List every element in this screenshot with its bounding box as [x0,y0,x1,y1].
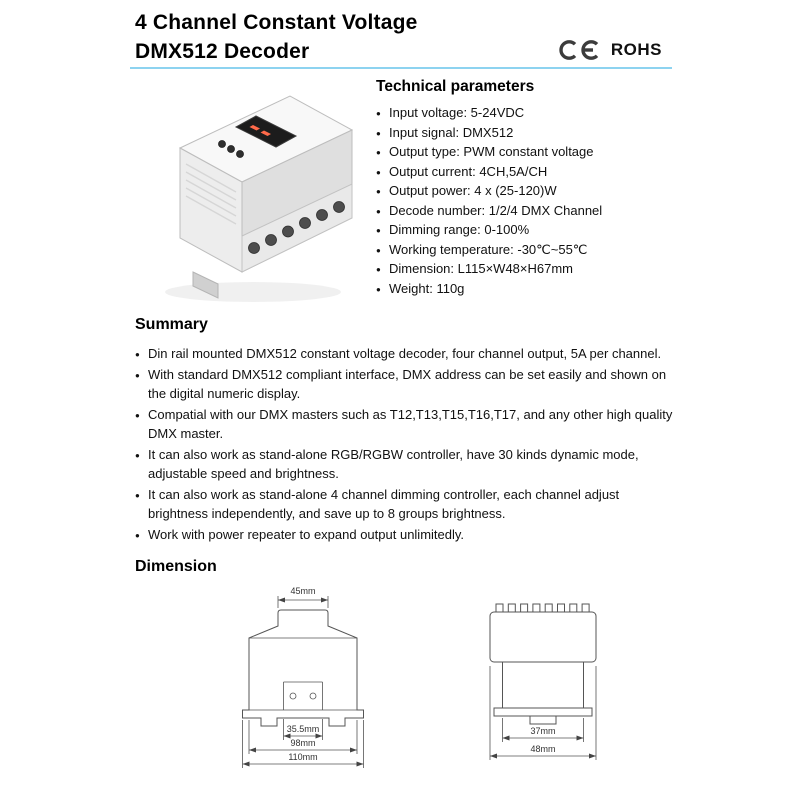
summary-item: ● Work with power repeater to expand output unlimitedly. [135,525,680,544]
tech-item: ● Output type: PWM constant voltage [376,142,676,162]
tech-item: ● Output power: 4 x (25-120)W [376,181,676,201]
tech-item: ● Output current: 4CH,5A/CH [376,162,676,182]
tech-heading: Technical parameters [376,78,535,95]
page-title-line1: 4 Channel Constant Voltage [135,11,418,34]
dim-label-depth: 48mm [530,744,556,754]
summary-item: ● It can also work as stand-alone 4 channel dimming controller, each channel adjust brightness independently, and save up to 8 groups brightness. [135,485,680,523]
tech-item: ● Dimension: L115×W48×H67mm [376,259,676,279]
summary-list [135,344,680,544]
dim-label-top-width: 45mm [290,586,316,596]
tech-item: ● Input voltage: 5-24VDC [376,103,676,123]
summary-item: ● Compatial with our DMX masters such as T12,T13,T15,T16,T17, and any other high quality DMX master. [135,405,680,443]
dimension-side-view [458,582,628,772]
rohs-label: ROHS [610,40,662,59]
dim-label-rail-width: 37mm [530,726,556,736]
summary-item: ● It can also work as stand-alone RGB/RGBW controller, have 30 kinds dynamic mode, adjustable speed and brightness. [135,445,680,483]
dim-label-inner-width: 35.5mm [286,724,320,734]
certifications [556,38,662,62]
side-vent-ridges [496,604,589,612]
summary-item: ● Din rail mounted DMX512 constant voltage decoder, four channel output, 5A per channel. [135,344,680,363]
summary-section [135,316,680,546]
tech-list [376,103,676,298]
product-image [138,76,368,316]
ce-logo [556,38,602,62]
dimension-heading: Dimension [135,558,217,575]
summary-item: ● With standard DMX512 compliant interface, DMX address can be set easily and shown on the digital numeric display. [135,365,680,403]
top-section [138,76,676,316]
dim-label-body-width: 98mm [290,738,316,748]
header [135,8,418,66]
product-shadow [165,282,341,302]
dimension-section [135,558,680,772]
dimension-front-view [203,582,403,772]
dim-label-total-width: 110mm [288,752,318,762]
page-title-line2: DMX512 Decoder [135,40,310,63]
tech-item: ● Dimming range: 0-100% [376,220,676,240]
tech-item: ● Weight: 110g [376,279,676,299]
dimension-drawings [135,582,680,772]
tech-item: ● Decode number: 1/2/4 DMX Channel [376,201,676,221]
tech-item: ● Input signal: DMX512 [376,123,676,143]
header-divider [130,67,672,69]
technical-parameters [376,76,676,316]
tech-item: ● Working temperature: -30℃~55℃ [376,240,676,260]
summary-heading: Summary [135,316,208,333]
